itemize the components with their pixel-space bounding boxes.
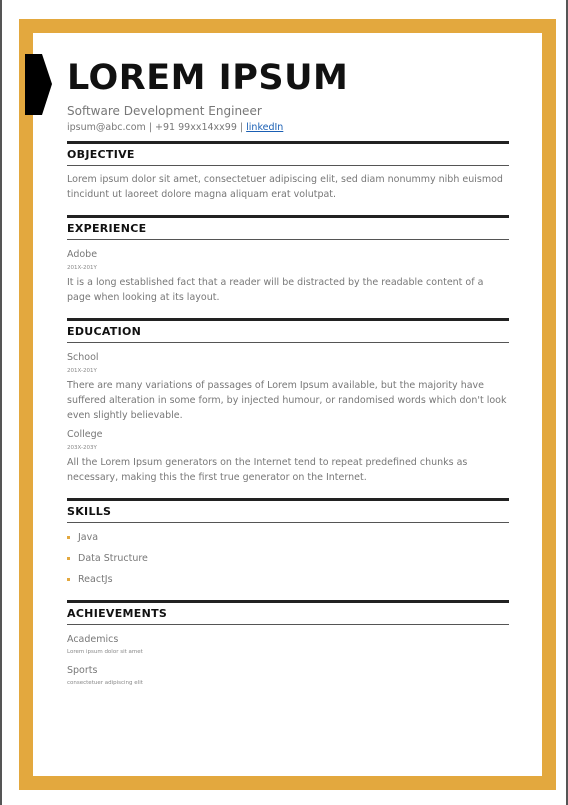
contact-separator: | (239, 122, 244, 133)
objective-text: Lorem ipsum dolor sit amet, consectetuer adipiscing elit, sed diam nonummy nibh euismod tincidunt ut laoreet dolore magna aliquam erat volutpat. (67, 174, 503, 200)
bullet-icon (67, 578, 70, 581)
skills-list (67, 531, 509, 586)
achievements-section (67, 600, 509, 687)
objective-section (67, 141, 509, 202)
entry-description: There are many variations of passages of Lorem Ipsum available, but the majority have suffered alteration in some form, by injected humour, or randomised words which don't look even slightly believable. (67, 380, 507, 421)
entry-description: It is a long established fact that a reader will be distracted by the readable content of a page when looking at its layout. (67, 277, 484, 303)
skill-item (67, 573, 509, 586)
education-section (67, 318, 509, 485)
bullet-icon (67, 536, 70, 539)
email-text: ipsum@abc.com (67, 122, 146, 133)
entry-name: School (67, 352, 99, 363)
objective-heading: OBJECTIVE (67, 141, 509, 166)
contact-separator: | (148, 122, 153, 133)
skill-label: Data Structure (78, 553, 148, 564)
bullet-icon (67, 557, 70, 560)
education-heading: EDUCATION (67, 318, 509, 343)
candidate-name: LOREM IPSUM (67, 58, 349, 98)
skill-item (67, 531, 509, 544)
achievement-entry (67, 664, 509, 687)
education-entry (67, 351, 509, 423)
skill-label: Java (78, 532, 99, 543)
entry-name: College (67, 429, 103, 440)
skills-heading: SKILLS (67, 498, 509, 523)
linkedin-link[interactable]: linkedIn (246, 122, 284, 133)
skill-item (67, 552, 509, 565)
achievement-description: consectetuer adipiscing elit (67, 680, 143, 686)
education-entry (67, 428, 509, 485)
entry-name: Adobe (67, 249, 98, 260)
entry-date: 203X-203Y (67, 445, 97, 451)
experience-entry (67, 248, 509, 305)
entry-description: All the Lorem Ipsum generators on the Internet tend to repeat predefined chunks as necessary, making this the first true generator on the Internet. (67, 457, 468, 483)
phone-text: +91 99xx14xx99 (155, 122, 237, 133)
ribbon-bookmark-icon (25, 54, 52, 115)
skills-section (67, 498, 509, 586)
skill-label: ReactJs (78, 574, 113, 585)
experience-section (67, 215, 509, 305)
achievements-heading: ACHIEVEMENTS (67, 600, 509, 625)
resume-content (67, 58, 509, 687)
achievement-description: Lorem ipsum dolor sit amet (67, 649, 143, 655)
achievement-entry (67, 633, 509, 656)
achievement-name: Academics (67, 634, 119, 645)
entry-date: 201X-201Y (67, 368, 97, 374)
job-title: Software Development Engineer (67, 104, 262, 118)
experience-heading: EXPERIENCE (67, 215, 509, 240)
achievement-name: Sports (67, 665, 98, 676)
contact-line (67, 121, 509, 134)
entry-date: 201X-201Y (67, 265, 97, 271)
